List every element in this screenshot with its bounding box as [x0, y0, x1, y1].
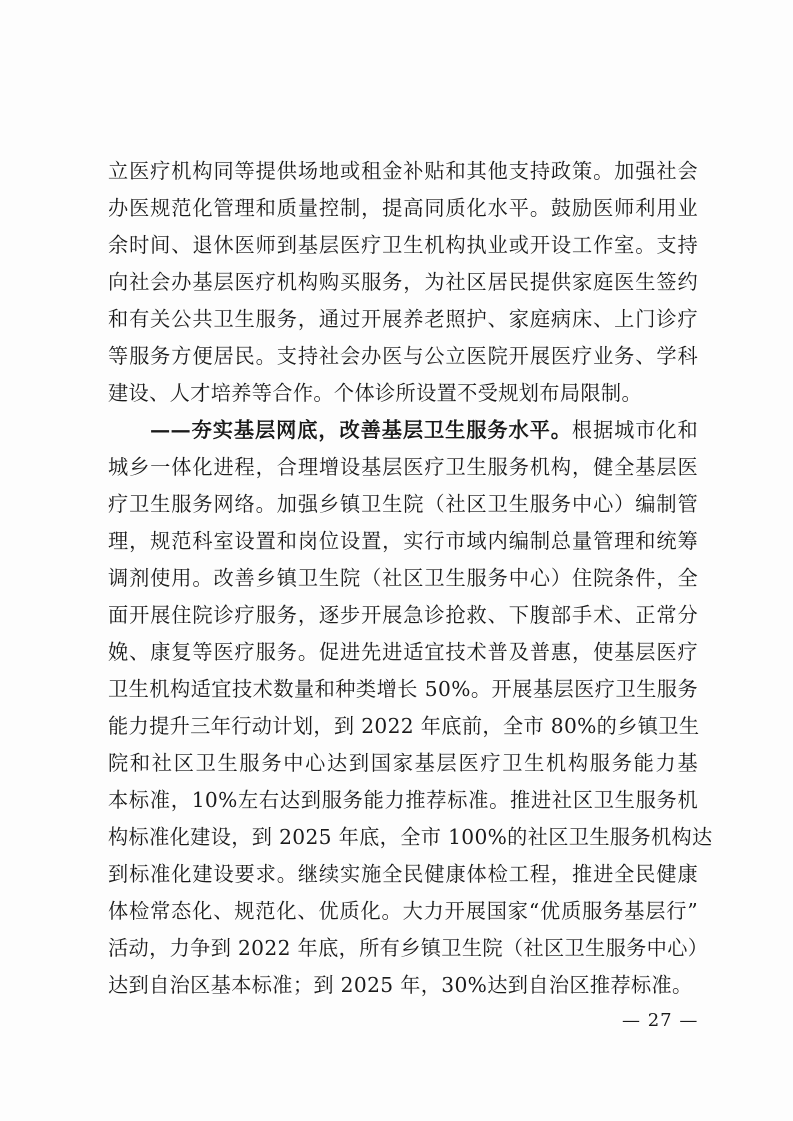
body-text-line: 构标准化建设，到 2025 年底，全市 100%的社区卫生服务机构达	[108, 825, 713, 849]
body-text-line: 能力提升三年行动计划，到 2022 年底前，全市 80%的乡镇卫生	[108, 714, 700, 738]
body-text-line: 体检常态化、规范化、优质化。大力开展国家“优质服务基层行”	[108, 899, 698, 923]
body-text-line: 娩、康复等医疗服务。促进先进适宜技术普及普惠，使基层医疗	[108, 640, 698, 664]
section-heading-continuation: 根据城市化和	[571, 418, 698, 442]
body-text-line: 和有关公共卫生服务，通过开展养老照护、家庭病床、上门诊疗	[108, 307, 698, 331]
body-text-line: 向社会办基层医疗机构购买服务，为社区居民提供家庭医生签约	[108, 270, 698, 294]
section-heading: ——夯实基层网底，改善基层卫生服务水平。	[150, 418, 572, 442]
body-text-line: 调剂使用。改善乡镇卫生院（社区卫生服务中心）住院条件，全	[108, 566, 698, 590]
body-text-line: 本标准，10%左右达到服务能力推荐标准。推进社区卫生服务机	[108, 788, 698, 812]
body-text-line: 院和社区卫生服务中心达到国家基层医疗卫生机构服务能力基	[108, 751, 698, 775]
body-text-line: 达到自治区基本标准；到 2025 年，30%达到自治区推荐标准。	[108, 973, 693, 997]
body-text-line: 理，规范科室设置和岗位设置，实行市域内编制总量管理和统筹	[108, 529, 698, 553]
body-text-line: 活动，力争到 2022 年底，所有乡镇卫生院（社区卫生服务中心）	[108, 936, 709, 960]
body-text-line: 办医规范化管理和质量控制，提高同质化水平。鼓励医师利用业	[108, 196, 698, 220]
page-number: — 27 —	[622, 1010, 699, 1031]
section-heading-line	[150, 418, 698, 442]
body-text-line: 卫生机构适宜技术数量和种类增长 50%。开展基层医疗卫生服务	[108, 677, 698, 701]
body-text-line: 面开展住院诊疗服务，逐步开展急诊抢救、下腹部手术、正常分	[108, 603, 698, 627]
body-text-line: 疗卫生服务网络。加强乡镇卫生院（社区卫生服务中心）编制管	[108, 492, 698, 516]
body-text-line: 立医疗机构同等提供场地或租金补贴和其他支持政策。加强社会	[108, 159, 698, 183]
body-text-line: 余时间、退休医师到基层医疗卫生机构执业或开设工作室。支持	[108, 233, 698, 257]
body-text-line: 建设、人才培养等合作。个体诊所设置不受规划布局限制。	[108, 381, 642, 405]
body-text-line: 到标准化建设要求。继续实施全民健康体检工程，推进全民健康	[108, 862, 698, 886]
body-text-line: 等服务方便居民。支持社会办医与公立医院开展医疗业务、学科	[108, 344, 698, 368]
body-text-line: 城乡一体化进程，合理增设基层医疗卫生服务机构，健全基层医	[108, 455, 698, 479]
